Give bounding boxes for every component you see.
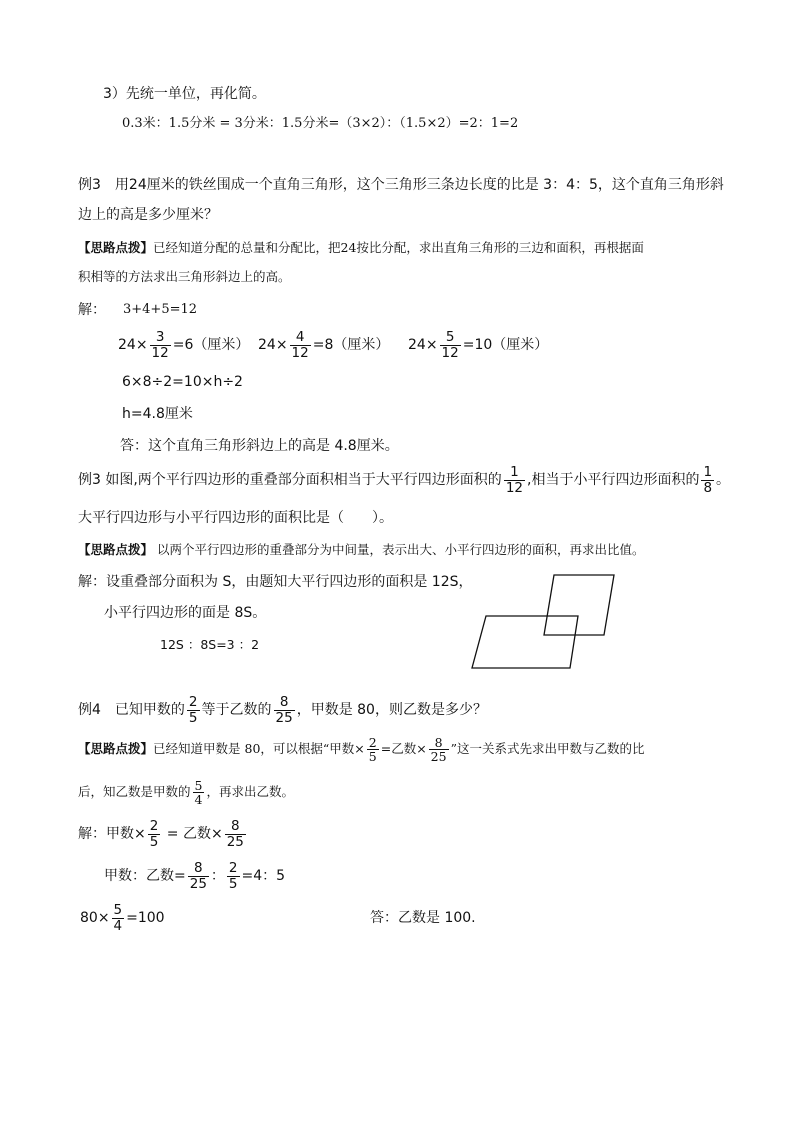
numerator: 8: [434, 734, 443, 750]
example-3-question-line2: 边上的高是多少厘米？: [78, 207, 218, 223]
hint-text: 以两个平行四边形的重叠部分为中间量，表示出大、小平行四边形的面积，再求出比值。: [157, 542, 645, 557]
fraction: [225, 819, 246, 848]
example-3b-solution-line2: 小平行四边形的面是 8S。: [104, 605, 267, 621]
hint-tag: 【思路点拨】: [78, 542, 154, 557]
example-4-hint-line2: [78, 774, 294, 810]
solution-text: =100: [126, 910, 165, 926]
height-result: h=4.8厘米: [122, 406, 193, 422]
fraction: [440, 330, 461, 359]
denominator: 12: [505, 479, 523, 496]
expr-prefix: 24×: [258, 337, 288, 353]
denominator: 5: [188, 709, 198, 726]
expr-result: =6（厘米）: [172, 337, 250, 353]
denominator: 4: [194, 792, 203, 807]
hint-text: 已经知道甲数是 80，可以根据“甲数×: [153, 741, 365, 756]
solution-text: = 乙数×: [162, 826, 223, 842]
numerator: 2: [228, 860, 238, 877]
example-3b-solution-line1: 解：设重叠部分面积为 S，由题知大平行四边形的面积是 12S，: [78, 574, 473, 590]
example-3b-ratio: 12S ：8S=3 ：2: [160, 637, 260, 652]
hint-text: 后，知乙数是甲数的: [78, 784, 191, 799]
question-text: 等于乙数的: [201, 702, 272, 718]
fraction: [188, 861, 209, 890]
fraction: [150, 330, 171, 359]
question-text: ,相当于小平行四边形面积的: [527, 472, 700, 488]
large-parallelogram: [472, 616, 578, 668]
hint-text: ，再求出乙数。: [206, 784, 294, 799]
expr-prefix: 24×: [408, 337, 438, 353]
solution-text: 80×: [80, 910, 110, 926]
fraction: [193, 779, 205, 806]
side-length-3: [408, 328, 548, 362]
example-3-hint-line2: 积相等的方法求出三角形斜边上的高。: [78, 269, 291, 284]
solution-text: =4：5: [241, 868, 286, 884]
numerator: 5: [113, 902, 123, 919]
numerator: 2: [368, 734, 377, 750]
overlapping-parallelograms-figure: [468, 572, 618, 672]
fraction: [274, 695, 295, 724]
hint-tag: 【思路点拨】: [78, 240, 154, 255]
solution-label: 解：: [78, 302, 106, 318]
hint-text: ”这一关系式先求出甲数与乙数的比: [450, 741, 645, 756]
denominator: 5: [228, 875, 238, 892]
numerator: 8: [231, 818, 240, 835]
numerator: 5: [194, 777, 203, 793]
fraction: [187, 695, 200, 724]
hint-tag: 【思路点拨】: [78, 741, 154, 756]
side-length-1: [118, 328, 249, 362]
fraction: [429, 736, 449, 763]
example-3b-hint: [78, 540, 645, 560]
denominator: 25: [226, 833, 244, 850]
denominator: 5: [368, 749, 377, 764]
numerator: 1: [510, 464, 519, 481]
numerator: 8: [279, 694, 289, 711]
question-text: 例3 如图,两个平行四边形的重叠部分面积相当于大平行四边形面积的: [78, 472, 502, 488]
numerator: 8: [194, 860, 203, 877]
numerator: 5: [445, 329, 455, 346]
fraction: [701, 465, 714, 494]
solution-text: 甲数：乙数=: [104, 868, 186, 884]
expr-result: =8（厘米）: [312, 337, 390, 353]
denominator: 25: [189, 875, 207, 892]
numerator: 3: [155, 329, 165, 346]
side-length-2: [258, 328, 389, 362]
denominator: 8: [703, 479, 713, 496]
example-4-hint-line1: [78, 731, 644, 767]
step-3-heading: 3）先统一单位，再化简。: [103, 86, 266, 102]
numerator: 4: [295, 329, 305, 346]
denominator: 4: [113, 917, 123, 934]
example-4-answer: 答：乙数是 100.: [370, 910, 476, 926]
example-3-question-line1: 例3 用24厘米的铁丝围成一个直角三角形，这个三角形三条边长度的比是 3：4：5，这个直角三角形斜: [78, 177, 724, 193]
solution-step-sum: 3+4+5=12: [123, 302, 198, 317]
solution-text: ：: [210, 868, 225, 884]
fraction: [148, 819, 161, 848]
example-4-question: [78, 692, 487, 728]
numerator: 2: [149, 818, 159, 835]
denominator: 25: [430, 749, 447, 764]
example-3-answer: 答：这个直角三角形斜边上的高是 4.8厘米。: [120, 438, 399, 454]
unit-ratio-line: 0.3米：1.5分米 = 3分米：1.5分米=（3×2）：（1.5×2）=2：1=2: [122, 116, 519, 131]
fraction: [290, 330, 311, 359]
example-3b-question-line1: [78, 463, 730, 497]
area-equation: 6×8÷2=10×h÷2: [122, 374, 243, 390]
example-4-solution-line1: [78, 816, 248, 852]
question-text: ，甲数是 80，则乙数是多少？: [296, 702, 487, 718]
numerator: 1: [703, 464, 713, 481]
question-text: 例4 已知甲数的: [78, 702, 185, 718]
numerator: 2: [188, 694, 198, 711]
denominator: 12: [151, 344, 169, 361]
expr-prefix: 24×: [118, 337, 148, 353]
fraction: [112, 903, 125, 932]
hint-text: 已经知道分配的总量和分配比，把24按比分配，求出直角三角形的三边和面积，再根据面: [153, 240, 644, 255]
small-parallelogram: [544, 575, 614, 635]
fraction: [227, 861, 240, 890]
expr-result: =10（厘米）: [462, 337, 549, 353]
fraction: [367, 736, 379, 763]
denominator: 12: [291, 344, 309, 361]
example-3b-question-line2: 大平行四边形与小平行四边形的面积比是（ ）。: [78, 510, 393, 526]
hint-text: =乙数×: [380, 741, 427, 756]
denominator: 12: [441, 344, 459, 361]
denominator: 5: [149, 833, 159, 850]
solution-text: 解：甲数×: [78, 826, 146, 842]
fraction: [504, 465, 525, 494]
example-3-hint-line1: [78, 238, 644, 258]
example-4-solution-line2: [104, 858, 285, 894]
denominator: 25: [275, 709, 293, 726]
question-text: 。: [716, 472, 731, 488]
example-4-solution-line3: [80, 900, 165, 936]
